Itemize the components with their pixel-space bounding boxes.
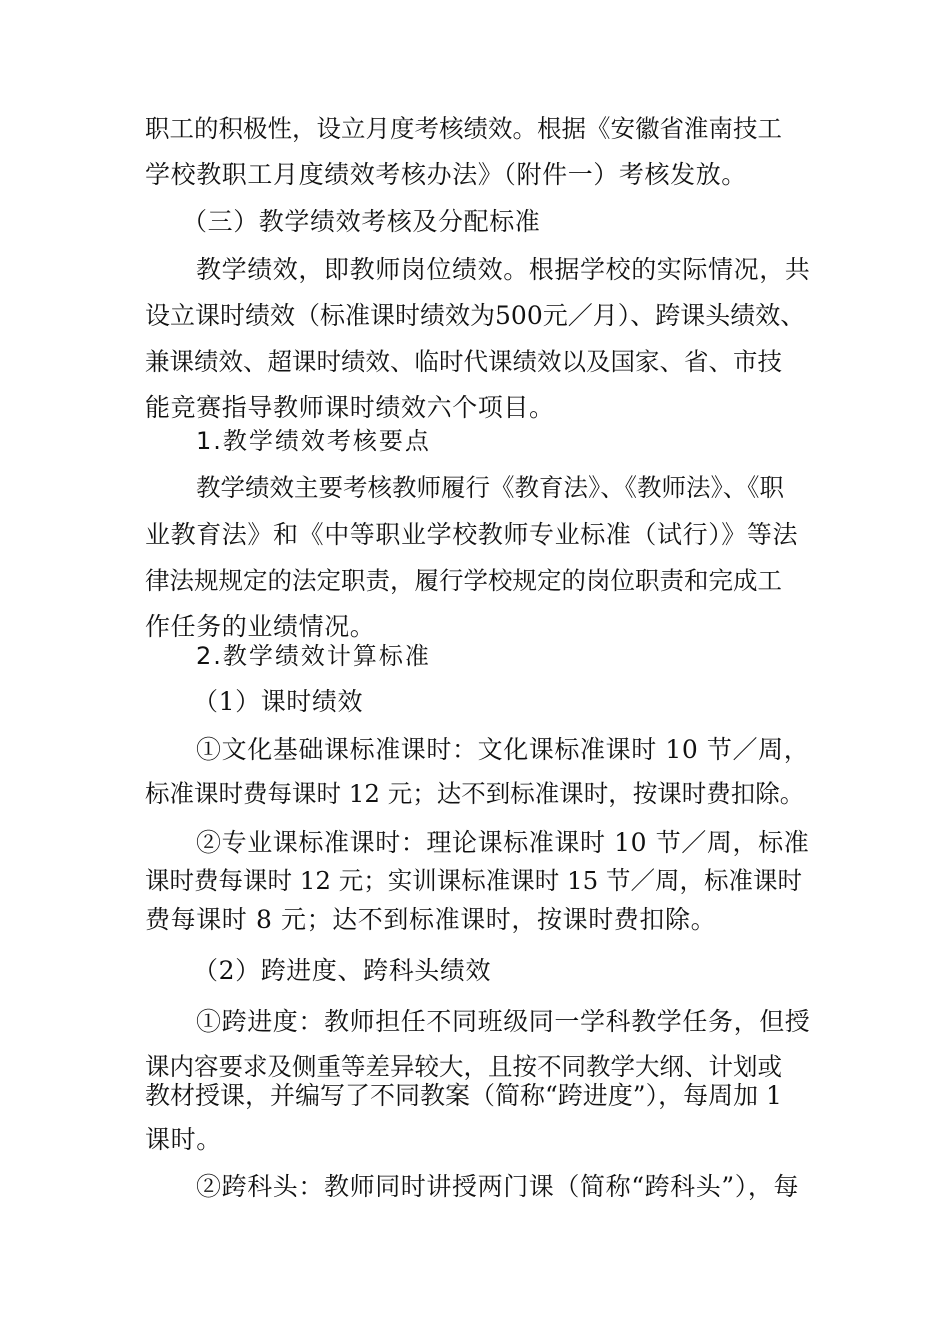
paragraph-line: ①跨进度：教师担任不同班级同一学科教学任务，但授 — [196, 1007, 811, 1036]
subsection-heading: 1.教学绩效考核要点 — [196, 427, 431, 455]
paragraph-line: 能竞赛指导教师课时绩效六个项目。 — [145, 393, 555, 422]
paragraph-line: 标准课时费每课时 12 元；达不到标准课时，按课时费扣除。 — [145, 779, 805, 808]
subsection-heading: 2.教学绩效计算标准 — [196, 642, 431, 670]
item-heading: （1）课时绩效 — [193, 687, 364, 716]
paragraph-line: 教学绩效，即教师岗位绩效。根据学校的实际情况，共 — [196, 255, 811, 284]
item-heading: （2）跨进度、跨科头绩效 — [193, 956, 492, 985]
paragraph-line: 课时。 — [145, 1125, 222, 1154]
paragraph-line: 课内容要求及侧重等差异较大，且按不同教学大纲、计划或 — [145, 1052, 782, 1081]
paragraph-line: 学校教职工月度绩效考核办法》（附件一）考核发放。 — [145, 160, 747, 189]
paragraph-line: ②跨科头：教师同时讲授两门课（简称“跨科头”），每 — [196, 1172, 800, 1201]
paragraph-line: 律法规规定的法定职责，履行学校规定的岗位职责和完成工 — [145, 566, 782, 595]
paragraph-line: ②专业课标准课时：理论课标准课时 10 节／周，标准 — [196, 828, 810, 857]
paragraph-line: ①文化基础课标准课时：文化课标准课时 10 节／周， — [196, 735, 810, 764]
paragraph-line: 兼课绩效、超课时绩效、临时代课绩效以及国家、省、市技 — [145, 347, 782, 376]
paragraph-line: 教材授课，并编写了不同教案（简称“跨进度”），每周加 1 — [145, 1081, 782, 1110]
paragraph-line: 课时费每课时 12 元；实训课标准课时 15 节／周，标准课时 — [145, 866, 802, 895]
paragraph-line: 作任务的业绩情况。 — [145, 612, 376, 641]
paragraph-line: 费每课时 8 元；达不到标准课时，按课时费扣除。 — [145, 905, 717, 934]
section-heading: （三）教学绩效考核及分配标准 — [182, 207, 541, 236]
paragraph-line: 设立课时绩效（标准课时绩效为500元／月）、跨课头绩效、 — [145, 301, 806, 330]
paragraph-line: 业教育法》和《中等职业学校教师专业标准（试行）》等法 — [145, 520, 799, 549]
paragraph-line: 教学绩效主要考核教师履行《教育法》、《教师法》、《职 — [196, 473, 784, 502]
paragraph-line: 职工的积极性，设立月度考核绩效。根据《安徽省淮南技工 — [145, 114, 782, 143]
